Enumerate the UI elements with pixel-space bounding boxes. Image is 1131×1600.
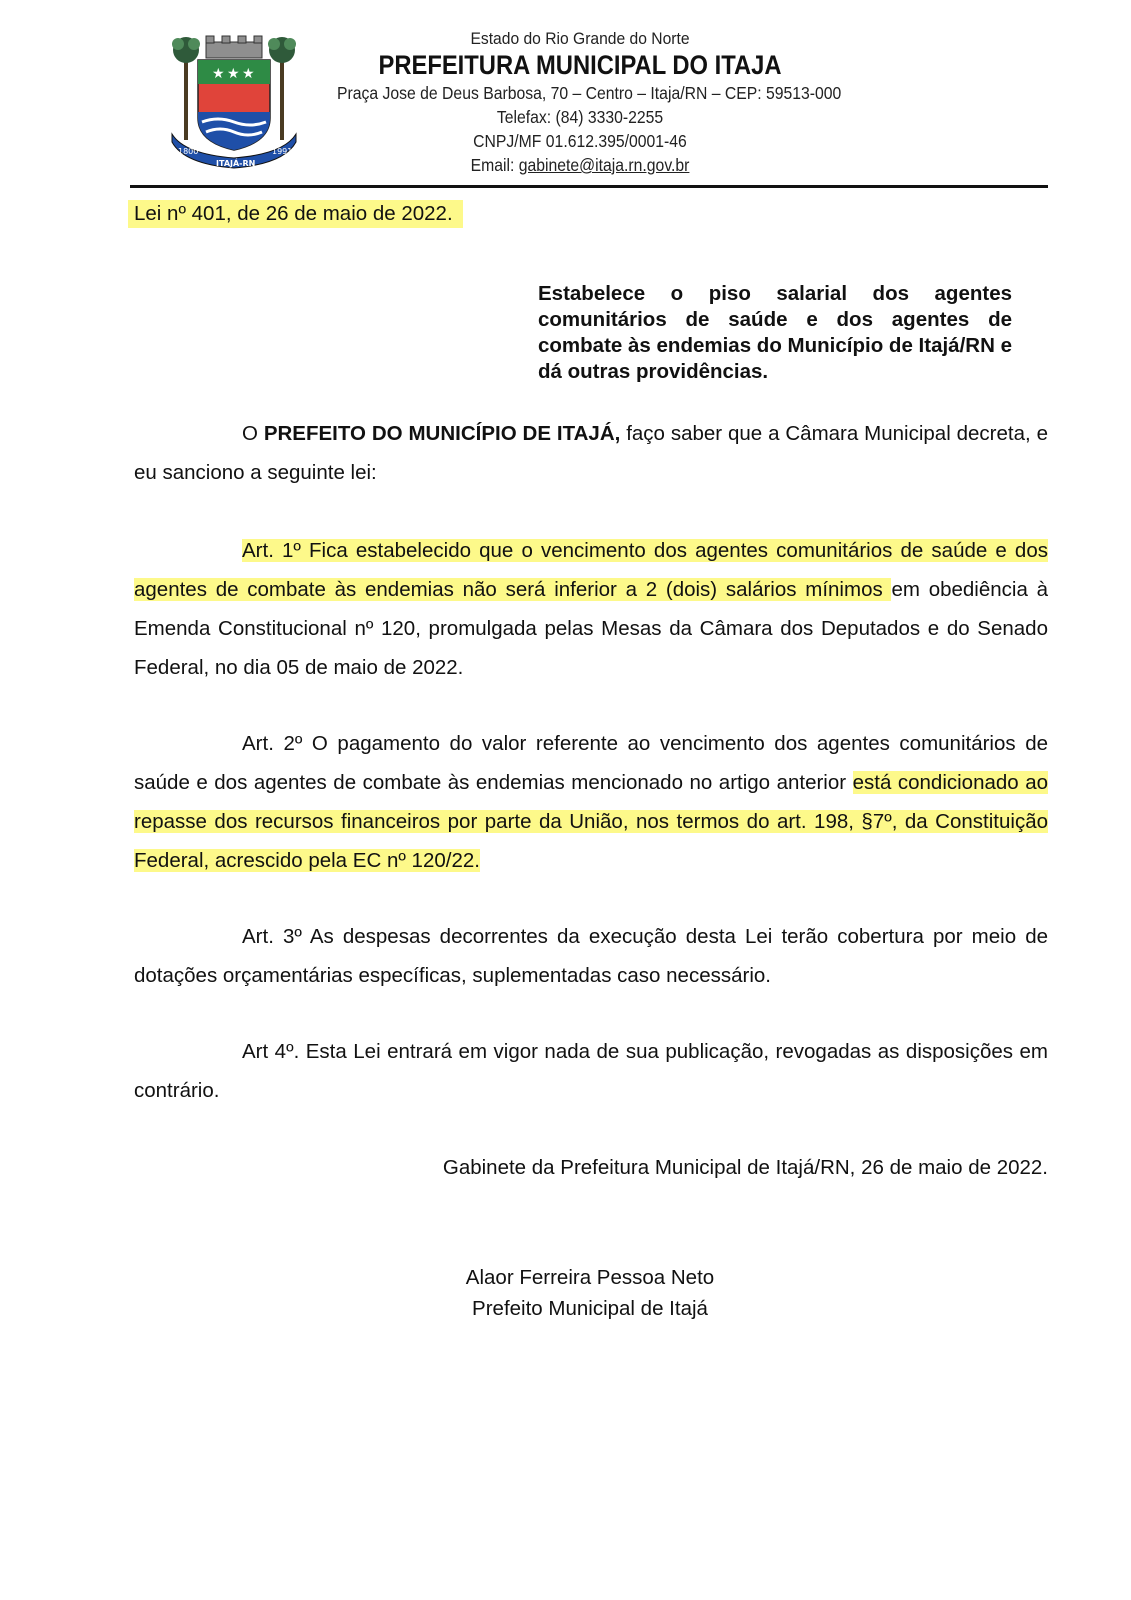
svg-text:★: ★: [227, 66, 240, 82]
shield-icon: [198, 60, 270, 150]
letterhead-text: [310, 28, 850, 177]
palm-tree-left-icon: [172, 37, 200, 140]
article-2-plain: Art. 2º O pagamento do valor referente ao vencimento dos agentes comunitários de saúde e dos agentes de combate às endemias mencionado no artigo anterior: [134, 732, 1048, 794]
palm-tree-right-icon: [268, 37, 296, 140]
signer-title: Prefeito Municipal de Itajá: [472, 1297, 708, 1320]
preamble-bold: PREFEITO DO MUNICÍPIO DE ITAJÁ,: [263, 422, 621, 445]
email-line: [337, 153, 823, 177]
article-4-text: Art 4º. Esta Lei entrará em vigor nada de sua publicação, revogadas as disposições em contrário.: [134, 1040, 1048, 1102]
email-link[interactable]: gabinete@itaja.rn.gov.br: [518, 155, 690, 175]
municipal-coat-of-arms: [164, 30, 304, 170]
article-1: [134, 531, 1048, 687]
article-4: [134, 1032, 1048, 1110]
state-name: Estado do Rio Grande do Norte: [470, 29, 690, 48]
article-3: [134, 917, 1048, 995]
header-divider: [130, 185, 1048, 188]
svg-text:1800: 1800: [178, 147, 199, 156]
mural-crown-icon: [206, 36, 262, 58]
preamble-post: faço saber que a Câmara Municipal decreta, e eu sanciono a seguinte lei:: [134, 422, 1048, 484]
preamble-pre: O: [242, 422, 264, 445]
org-name: PREFEITURA MUNICIPAL DO ITAJA: [378, 50, 782, 80]
letterhead: [130, 22, 1048, 188]
svg-text:★: ★: [212, 66, 225, 82]
article-3-text: Art. 3º As despesas decorrentes da execução desta Lei terão cobertura por meio de dotações orçamentárias específicas, suplementadas caso necessário.: [134, 925, 1048, 987]
ementa: Estabelece o piso salarial dos agentes comunitários de saúde e dos agentes de combate às endemias do Município de Itajá/RN e dá outras providências.: [538, 282, 1012, 383]
signer-name: Alaor Ferreira Pessoa Neto: [465, 1266, 715, 1289]
article-1-highlight: Art. 1º Fica estabelecido que o vencimento dos agentes comunitários de saúde e dos agentes de combate às endemias não será inferior a 2 (dois) salários mínimos: [134, 539, 1048, 601]
preamble: [134, 414, 1048, 492]
svg-text:1991: 1991: [272, 147, 293, 156]
phone: Telefax: (84) 3330-2255: [496, 107, 664, 127]
email-label: Email:: [470, 155, 519, 175]
article-1-rest: em obediência à Emenda Constitucional nº 120, promulgada pelas Mesas da Câmara dos Deputados e do Senado Federal, no dia 05 de maio de 2022.: [134, 578, 1048, 679]
place-date: Gabinete da Prefeitura Municipal de Itajá/RN, 26 de maio de 2022.: [442, 1156, 1048, 1179]
svg-text:★: ★: [242, 66, 255, 82]
article-2-highlight: está condicionado ao repasse dos recursos financeiros por parte da União, nos termos do art. 198, §7º, da Constituição Federal, acrescido pela EC nº 120/22.: [134, 771, 1048, 872]
law-title: Lei nº 401, de 26 de maio de 2022.: [128, 200, 463, 228]
cnpj: CNPJ/MF 01.612.395/0001-46: [473, 131, 687, 151]
article-2: [134, 724, 1048, 880]
svg-text:ITAJÁ-RN: ITAJÁ-RN: [216, 159, 256, 168]
address: Praça Jose de Deus Barbosa, 70 – Centro – Itaja/RN – CEP: 59513-000: [337, 83, 842, 103]
